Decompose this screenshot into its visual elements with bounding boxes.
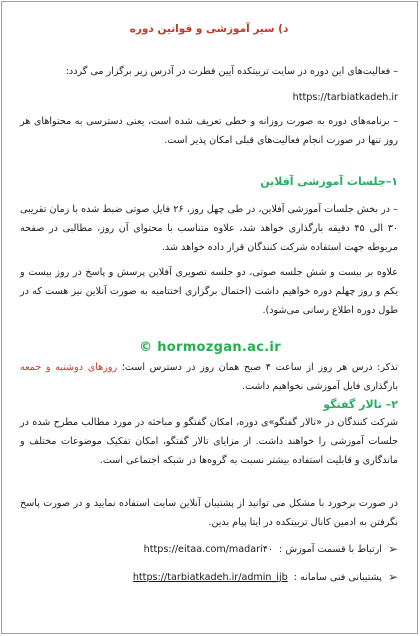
support-item-education-label: ارتباط با قسمت آموزش : [279, 543, 382, 555]
support-item-technical-label: پشتیبانی فنی سامانه : [293, 571, 382, 583]
arrow-bullet-icon: ➢ [387, 570, 398, 584]
note-suffix: بارگذاری فایل آموزشی نخواهیم داشت. [242, 381, 398, 392]
intro-paragraph-2: – برنامه‌های دوره به صورت روزانه و خطی تعریف شده است، یعنی دسترسی به محتواهای هر روز تنها در صورت انجام فعالیت‌های قبلی امکان پذیر است. [20, 116, 398, 146]
site-url[interactable] [20, 88, 398, 107]
arrow-bullet-icon: ➢ [387, 542, 398, 556]
offline-paragraph-2: علاوه بر بیست و شش جلسه صوتی، دو جلسه تصویری آفلاین پرسش و پاسخ در روز بیست و یکم و روز چهلم دوره خواهیم داشت (احتمال برگزاری اختتامیه به صورت آنلاین نیز هست که در طول دوره اطلاع رسانی می‌شود). [20, 267, 398, 316]
support-item-education [20, 542, 398, 556]
site-url-text[interactable]: https://tarbiatkadeh.ir [292, 92, 398, 103]
forum-paragraph: شرکت کنندگان در «تالار گفتگو»ی دوره، امکان گفتگو و مباحثه در مورد مطالب مطرح شده در جلسات آموزشی را خواهند داشت. از مزایای تالار گفتگو، امکان تفکیک موضوعات مختلف و ماندگاری و قابلیت استفاده بیشتر نسبت به گروه‌ها در شبکه اجتماعی است. [20, 417, 398, 466]
intro-paragraph-1: – فعالیت‌های این دوره در سایت تربیتکده آیین فطرت در آدرس زیر برگزار می گردد: [65, 66, 398, 77]
education-link[interactable]: https://eitaa.com/madari۴۰ [143, 543, 274, 555]
heading-offline-sessions: ۱–جلسات آموزشی آفلاین [260, 175, 398, 188]
offline-paragraph-1: – در بخش جلسات آموزشی آفلاین، در طی چهل روز، ۲۶ فایل صوتی ضبط شده با زمان تقریبی ۳۰ الی ۴۵ دقیقه بارگذاری خواهد شد، علاوه متناسب با محتوای آن روز، مطالبی در صفحه مربوطه جهت استفاده شرکت کنندگان قرار داده خواهد شد. [20, 204, 399, 253]
note-highlight: روزهای دوشنبه و جمعه [20, 362, 118, 373]
heading-discussion-forum: ۲– تالار گفتگو [323, 398, 398, 411]
note-prefix: تذکر: درس هر روز از ساعت ۴ صبح همان روز در دسترس است؛ [121, 362, 398, 373]
support-item-technical [20, 570, 398, 584]
support-paragraph: در صورت برخورد با مشکل می توانید از پشتیبان آنلاین سایت استفاده نمایید و در صورت پاسخ نگرفتن به ادمین کانال تربیتکده در ایتا پیام بدین. [20, 498, 398, 528]
watermark: © hormozgan.ac.ir [139, 340, 281, 355]
note-paragraph [20, 358, 398, 396]
section-title: د) سیر آموزشی و قوانین دوره [129, 23, 289, 35]
technical-support-link[interactable]: https://tarbiatkadeh.ir/admin_ijb [132, 571, 288, 583]
